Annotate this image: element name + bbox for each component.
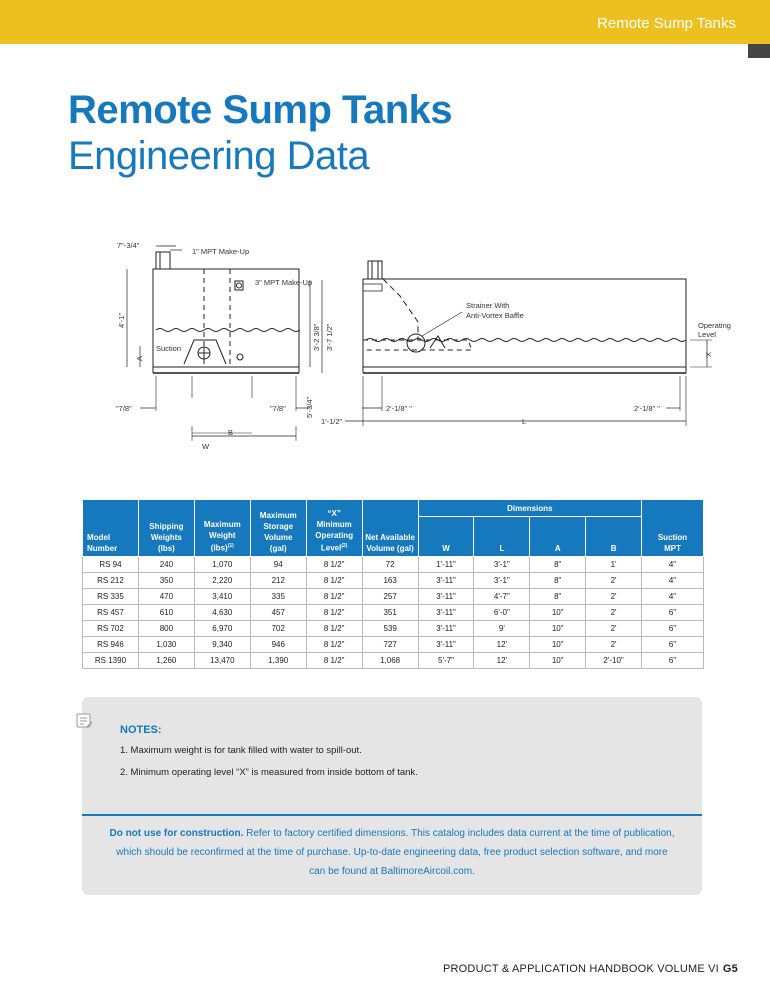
page-title: Remote Sump Tanks: [68, 88, 453, 132]
table-cell: 1,390: [250, 653, 306, 669]
table-cell: 12': [474, 653, 530, 669]
dim-3-2-38: 3'-2 3/8": [312, 323, 321, 351]
dim-3-7-12: 3'-7 1/2": [325, 323, 334, 351]
table-cell: 5'-7": [418, 653, 474, 669]
dim-4-1: 4'-1": [117, 313, 126, 328]
table-row: [83, 557, 704, 573]
header-bar: [0, 0, 770, 44]
dim-2-18-right: 2'-1/8" ": [634, 404, 660, 413]
dim-2-18-left: 2'-1/8" ": [386, 404, 412, 413]
table-cell: 2'-10": [586, 653, 642, 669]
table-cell: 702: [250, 621, 306, 637]
dim-w: W: [202, 442, 210, 451]
table-cell: 2': [586, 637, 642, 653]
notepad-icon: [76, 713, 94, 729]
table-row: [83, 605, 704, 621]
table-cell: 94: [250, 557, 306, 573]
table-cell: 3'-11": [418, 605, 474, 621]
table-cell: 470: [138, 589, 194, 605]
col-suction: Suction MPT: [642, 500, 704, 557]
table-cell: 3'-11": [418, 621, 474, 637]
table-cell: 946: [250, 637, 306, 653]
note-1: 1. Maximum weight is for tank filled with water to spill-out.: [120, 745, 362, 756]
col-net-volume: Net Available Volume (gal): [362, 500, 418, 557]
table-cell: 6": [642, 653, 704, 669]
table-cell: 1': [586, 557, 642, 573]
col-storage-volume: Maximum Storage Volume (gal): [250, 500, 306, 557]
table-body: [83, 557, 704, 669]
table-cell: 8 1/2": [306, 557, 362, 573]
table-cell: 1,070: [194, 557, 250, 573]
table-cell: 8 1/2": [306, 573, 362, 589]
notes-divider: [82, 814, 702, 816]
table-cell: 2': [586, 573, 642, 589]
table-cell: 12': [474, 637, 530, 653]
dim-b: B: [228, 428, 234, 437]
table-cell: 4'-7": [474, 589, 530, 605]
col-dimensions: Dimensions: [418, 500, 641, 517]
table-cell: 13,470: [194, 653, 250, 669]
table-cell: 4,630: [194, 605, 250, 621]
table-cell: 8 1/2": [306, 589, 362, 605]
col-dim-w: W: [418, 517, 474, 557]
operating-label-1: Operating: [698, 321, 731, 330]
col-dim-l: L: [474, 517, 530, 557]
table-row: [83, 573, 704, 589]
table-cell: 3'-11": [418, 589, 474, 605]
engineering-data-table: [82, 499, 704, 669]
col-max-weight: Maximum Weight (lbs)$^{(1)}$: [194, 500, 250, 557]
disclaimer: [108, 824, 676, 881]
table-cell: 4": [642, 589, 704, 605]
table-cell: 3'-11": [418, 637, 474, 653]
table-row: [83, 621, 704, 637]
footer: [443, 963, 738, 975]
table-cell: 539: [362, 621, 418, 637]
makeup-1-label: 1" MPT Make-Up: [192, 247, 250, 256]
table-cell: 6": [642, 637, 704, 653]
table-cell: 4": [642, 557, 704, 573]
table-cell: 1,068: [362, 653, 418, 669]
table-cell: 2': [586, 621, 642, 637]
table-cell: RS 212: [83, 573, 139, 589]
table-cell: 8 1/2": [306, 637, 362, 653]
table-cell: 9': [474, 621, 530, 637]
table-cell: 10": [530, 653, 586, 669]
table-cell: 240: [138, 557, 194, 573]
table-cell: 6": [642, 605, 704, 621]
suction-label: Suction: [156, 344, 182, 353]
dim-x: X: [704, 351, 713, 357]
table-cell: 163: [362, 573, 418, 589]
table-cell: 1,260: [138, 653, 194, 669]
table-cell: RS 94: [83, 557, 139, 573]
table-cell: 72: [362, 557, 418, 573]
table-cell: 3'-1": [474, 557, 530, 573]
col-shipping-weight: Shipping Weights (lbs): [138, 500, 194, 557]
table-cell: 351: [362, 605, 418, 621]
table-cell: 8 1/2": [306, 621, 362, 637]
table-cell: 727: [362, 637, 418, 653]
table-cell: 8 1/2": [306, 605, 362, 621]
table-cell: 6'-0": [474, 605, 530, 621]
table-cell: RS 457: [83, 605, 139, 621]
col-x-level: “X” Minimum Operating Level$^{(2)}$: [306, 500, 362, 557]
table-cell: 335: [250, 589, 306, 605]
disclaimer-text: Refer to factory certified dimensions. This catalog includes data current at the time of publication, which should be reconfirmed at the time of purchase. Up-to-date engineering data, free product selection software, and more can be found at BaltimoreAircoil.com.: [116, 828, 675, 877]
side-view: [345, 261, 712, 426]
table-cell: 3'-11": [418, 573, 474, 589]
table-cell: 6,970: [194, 621, 250, 637]
col-model: Model Number: [83, 500, 139, 557]
table-cell: RS 335: [83, 589, 139, 605]
table-cell: 6": [642, 621, 704, 637]
makeup-3-label: 3" MPT Make-Up: [255, 278, 313, 287]
table-cell: 8": [530, 573, 586, 589]
table-cell: 10": [530, 621, 586, 637]
dim-1-12: 1'-1/2": [321, 417, 343, 426]
page-subtitle: Engineering Data: [68, 134, 370, 178]
table-cell: 2': [586, 589, 642, 605]
table-cell: 457: [250, 605, 306, 621]
note-2: 2. Minimum operating level “X” is measured from inside bottom of tank.: [120, 767, 418, 778]
dim-7-34: 7"-3/4": [117, 241, 140, 250]
page-tab-marker: [748, 44, 770, 58]
dim-l: L: [522, 417, 527, 426]
table-cell: 257: [362, 589, 418, 605]
table-cell: 1,030: [138, 637, 194, 653]
dim-78-left: "7/8": [116, 404, 132, 413]
col-dim-a: A: [530, 517, 586, 557]
table-cell: RS 702: [83, 621, 139, 637]
table-row: [83, 637, 704, 653]
dim-5-34: 5'-3/4": [305, 396, 314, 418]
table-cell: 2': [586, 605, 642, 621]
table-cell: 3,410: [194, 589, 250, 605]
table-cell: 10": [530, 605, 586, 621]
operating-label-2: Level: [698, 330, 716, 339]
tank-drawing: [100, 236, 740, 464]
table-cell: 4": [642, 573, 704, 589]
col-dim-b: B: [586, 517, 642, 557]
page-number: G5: [722, 963, 738, 975]
table-cell: 2,220: [194, 573, 250, 589]
table-cell: 8 1/2": [306, 653, 362, 669]
table-cell: 10": [530, 637, 586, 653]
strainer-label-2: Anti-Vortex Baffle: [466, 311, 524, 320]
notes-title: NOTES:: [120, 724, 162, 736]
table-cell: 3'-1": [474, 573, 530, 589]
table-cell: 8": [530, 557, 586, 573]
table-row: [83, 589, 704, 605]
table-cell: 1'-11": [418, 557, 474, 573]
dim-78-right: "7/8": [270, 404, 286, 413]
table-cell: 800: [138, 621, 194, 637]
table-cell: 610: [138, 605, 194, 621]
table-cell: 212: [250, 573, 306, 589]
section-title: Remote Sump Tanks: [597, 15, 736, 32]
table-cell: RS 946: [83, 637, 139, 653]
table-row: [83, 653, 704, 669]
footer-text: PRODUCT & APPLICATION HANDBOOK VOLUME VI: [442, 963, 719, 975]
table-cell: 350: [138, 573, 194, 589]
disclaimer-bold: Do not use for construction.: [109, 828, 244, 839]
table-cell: 9,340: [194, 637, 250, 653]
strainer-label-1: Strainer With: [466, 301, 510, 310]
table-cell: 8": [530, 589, 586, 605]
table-cell: RS 1390: [83, 653, 139, 669]
dim-a: A: [135, 355, 144, 361]
